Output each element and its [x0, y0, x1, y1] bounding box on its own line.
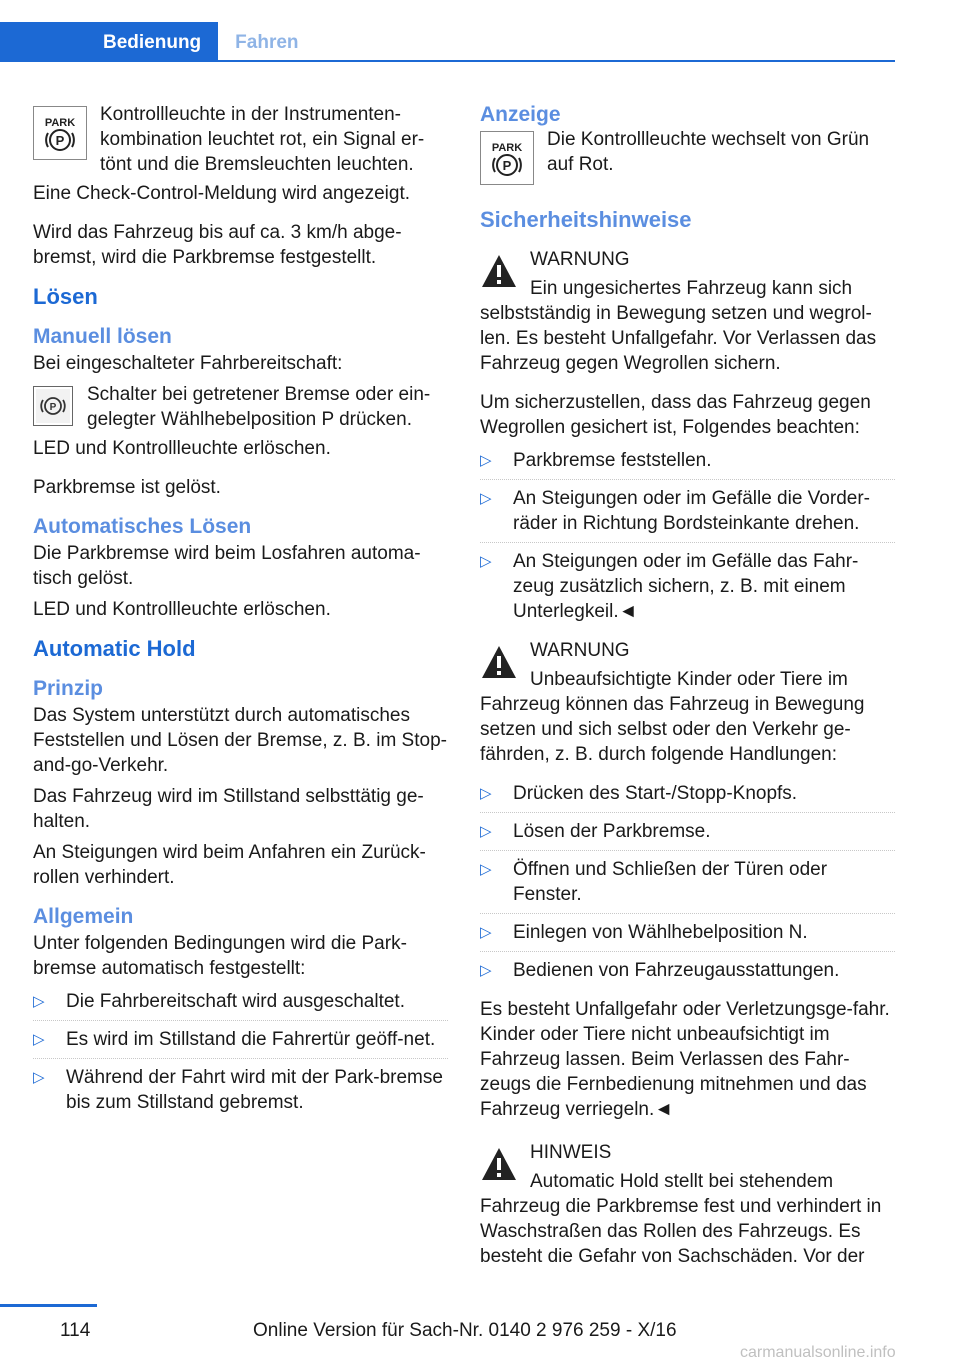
prinzip-text-3: An Steigungen wird beim Anfahren ein Zurück‐rollen verhindert.	[33, 842, 426, 888]
list-item: ▷ Lösen der Parkbremse.	[480, 819, 895, 851]
tab-fahren[interactable]: Fahren	[235, 31, 299, 53]
warning-text: Ein ungesichertes Fahrzeug kann sich selbstständig in Bewegung setzen und wegrol‐len. Es besteht Unfallgefahr. Vor Verlassen das Fahrzeug gegen Wegrollen sichern.	[480, 278, 877, 374]
bullet-marker: ▷	[33, 993, 45, 1010]
bullet-marker: ▷	[480, 924, 492, 941]
allgemein-list	[33, 989, 448, 1115]
warning-label: WARNUNG	[530, 249, 630, 270]
prinzip-text-2: Das Fahrzeug wird im Stillstand selbsttätig ge‐halten.	[33, 786, 424, 832]
anzeige-block	[480, 127, 895, 185]
header-tabs	[0, 22, 299, 62]
list-item: ▷ Die Fahrbereitschaft wird ausgeschaltet.	[33, 989, 448, 1021]
park-brake-icon	[33, 106, 87, 160]
park-icon-label: PARK	[44, 117, 76, 129]
warning-triangle-icon	[480, 644, 518, 680]
bullet-marker: ▷	[480, 785, 492, 802]
bullet-marker: ▷	[480, 962, 492, 979]
online-version-text: Online Version für Sach-Nr. 0140 2 976 259 - X/16	[253, 1320, 677, 1341]
warning-triangle-icon	[480, 253, 518, 289]
switch-text: Schalter bei getretener Bremse oder ein‐gelegter Wählhebelposition P drücken.	[87, 384, 431, 430]
manuell-text: Bei eingeschalteter Fahrbereitschaft:	[33, 353, 343, 374]
park-icon-p: P	[55, 133, 65, 148]
led-text-2: LED und Kontrollleuchte erlöschen.	[33, 599, 331, 620]
brake-text: Wird das Fahrzeug bis auf ca. 3 km/h abge‐bremst, wird die Parkbremse festgestellt.	[33, 222, 402, 268]
list-item: ▷ Bedienen von Fahrzeugausstattungen.	[480, 960, 840, 981]
heading-sicherheitshinweise: Sicherheitshinweise	[480, 207, 692, 232]
list-item: ▷ Drücken des Start-/Stopp-Knopfs.	[480, 781, 895, 813]
park-indicator-text: Kontrollleuchte in der Instrumenten‐kombination leuchtet rot, ein Signal er‐tönt und die Bremsleuchten leuchten.	[100, 104, 425, 175]
sichern-list	[480, 448, 895, 624]
warning-text: Unbeaufsichtigte Kinder oder Tiere im Fahrzeug können das Fahrzeug in Bewegung setzen und sich selbst oder den Verkehr ge‐fährden, z. B. durch folgende Handlungen:	[480, 669, 865, 765]
list-item: ▷ An Steigungen oder im Gefälle das Fahr‐zeug zusätzlich sichern, z. B. mit einem Unterlegkeil.◄	[480, 551, 859, 622]
watermark: carmanualsonline.info	[740, 1344, 896, 1361]
allgemein-text: Unter folgenden Bedingungen wird die Park‐bremse automatisch festgestellt:	[33, 933, 407, 979]
notice-triangle-icon	[480, 1146, 518, 1182]
bullet-marker: ▷	[480, 823, 492, 840]
heading-automatisches-loesen: Automatisches Lösen	[33, 515, 252, 538]
list-item: ▷ Einlegen von Wählhebelposition N.	[480, 920, 895, 952]
heading-anzeige: Anzeige	[480, 103, 561, 126]
left-column	[33, 102, 448, 1129]
bullet-marker: ▷	[480, 861, 492, 878]
sichern-text: Um sicherzustellen, dass das Fahrzeug gegen Wegrollen gesichert ist, Folgendes beachten:	[480, 392, 871, 438]
warning-label: WARNUNG	[530, 640, 630, 661]
bullet-marker: ▷	[480, 490, 492, 507]
park-brake-icon	[480, 131, 534, 185]
bullet-marker: ▷	[480, 452, 492, 469]
park-icon-p: P	[502, 158, 512, 173]
page-number: 114	[60, 1320, 91, 1341]
hinweis-text: Automatic Hold stellt bei stehendem Fahrzeug die Parkbremse fest und verhindert in Waschstraßen das Rollen des Fahrzeugs. Es besteht die Gefahr von Sachschäden. Vor der	[480, 1171, 882, 1267]
bullet-marker: ▷	[33, 1031, 45, 1048]
parking-brake-switch-icon	[33, 386, 73, 426]
geloest-text: Parkbremse ist gelöst.	[33, 477, 221, 498]
list-item: ▷ Parkbremse feststellen.	[480, 448, 895, 480]
switch-block	[33, 382, 448, 432]
prinzip-text-1: Das System unterstützt durch automatisches Feststellen und Lösen der Bremse, z. B. im Stop-and-go-Verkehr.	[33, 705, 447, 776]
list-item: ▷ Während der Fahrt wird mit der Park‐bremse bis zum Stillstand gebremst.	[33, 1067, 443, 1113]
anzeige-text: Die Kontrollleuchte wechselt von Grün auf Rot.	[547, 129, 870, 175]
heading-allgemein: Allgemein	[33, 905, 134, 928]
check-control-text: Eine Check-Control-Meldung wird angezeigt.	[33, 183, 411, 204]
tab-bedienung[interactable]: Bedienung	[0, 22, 218, 62]
footer-rule	[0, 1304, 97, 1307]
bullet-marker: ▷	[480, 553, 492, 570]
list-item: ▷ An Steigungen oder im Gefälle die Vorder‐räder in Richtung Bordsteinkante drehen.	[480, 486, 895, 543]
auto-loesen-text: Die Parkbremse wird beim Losfahren automa‐tisch gelöst.	[33, 543, 421, 589]
park-icon-label: PARK	[491, 142, 523, 154]
hinweis-label: HINWEIS	[530, 1142, 612, 1163]
hinweis-block	[480, 1140, 895, 1269]
header-rule	[0, 60, 895, 62]
heading-manuell-loesen: Manuell lösen	[33, 325, 172, 348]
bullet-marker: ▷	[33, 1069, 45, 1086]
led-text-1: LED und Kontrollleuchte erlöschen.	[33, 438, 331, 459]
warning-block-1	[480, 247, 895, 376]
handlungen-list	[480, 781, 895, 983]
switch-icon-p: P	[49, 402, 57, 413]
right-column	[480, 102, 895, 1283]
unfall-text: Es besteht Unfallgefahr oder Verletzungsge‐fahr. Kinder oder Tiere nicht unbeaufsichtigt im Fahrzeug lassen. Beim Verlassen des Fahr‐zeugs die Fernbedienung mitnehmen und das Fahrzeug verriegeln.◄	[480, 999, 890, 1120]
heading-prinzip: Prinzip	[33, 677, 104, 700]
heading-loesen: Lösen	[33, 284, 98, 309]
warning-block-2	[480, 638, 895, 767]
park-indicator-block	[33, 102, 448, 177]
list-item: ▷ Öffnen und Schließen der Türen oder Fenster.	[480, 857, 895, 914]
heading-automatic-hold: Automatic Hold	[33, 636, 196, 661]
list-item: ▷ Es wird im Stillstand die Fahrertür geöff‐net.	[33, 1027, 448, 1059]
